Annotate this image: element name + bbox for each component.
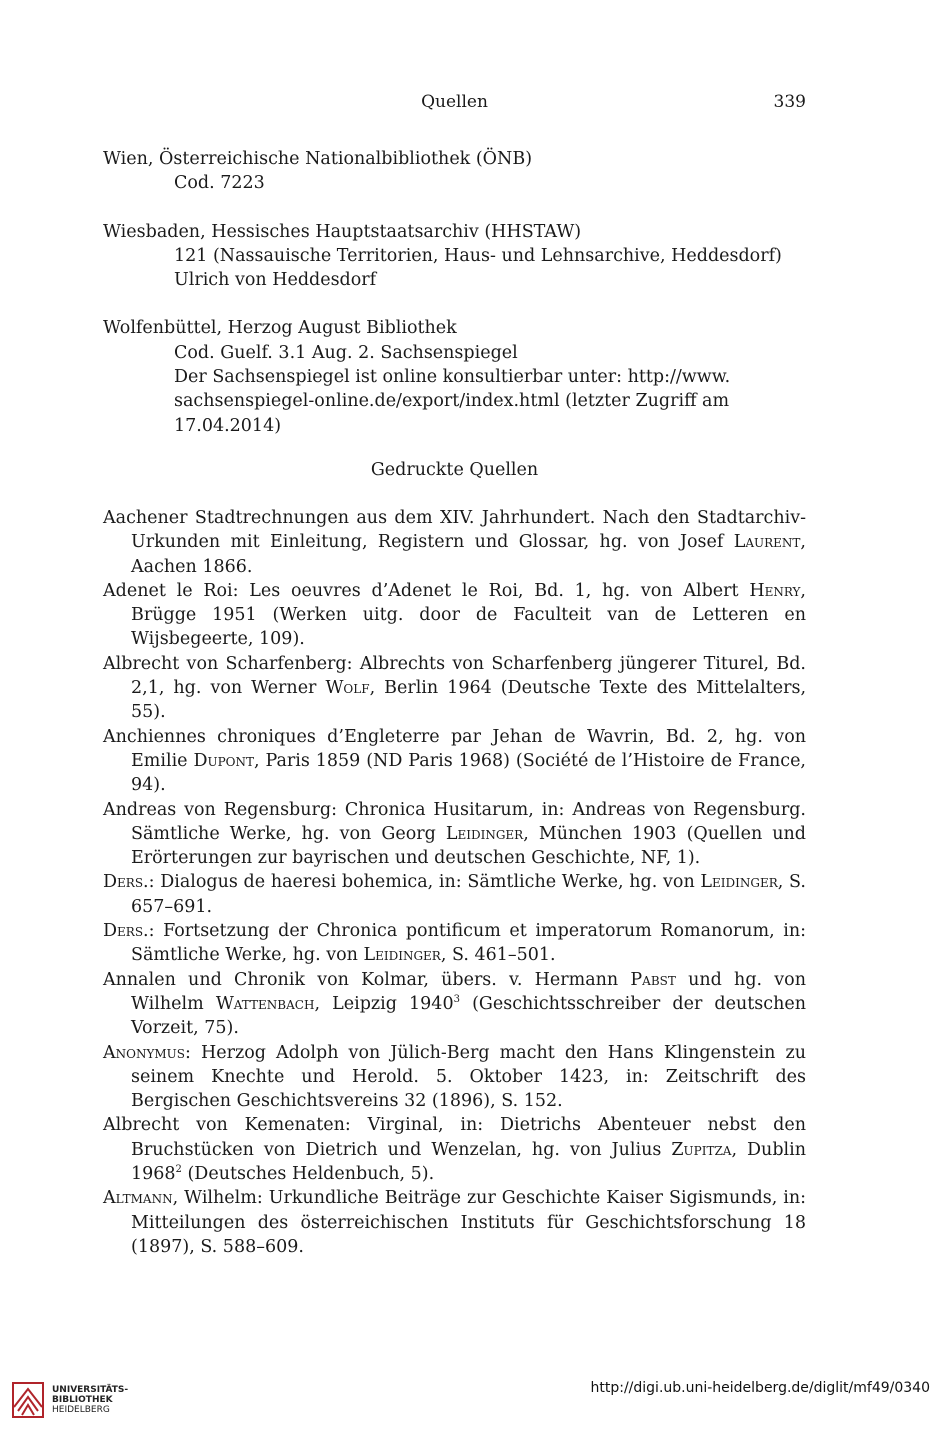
author-name: Laurent [733,532,801,553]
entry-text: Anchiennes chroniques d’Engleterre par Jehan de Wavrin, Bd. 2, hg. von Emilie [103,726,806,771]
entry-text: , Paris 1859 (ND Paris 1968) (Société de l’Histoire de France, 94). [131,750,806,796]
bib-entry [103,1186,806,1259]
archive-note-link: sachsenspiegel-online.de/export/index.html (letzter Zugriff am [174,391,730,412]
bib-entry [103,652,806,725]
edition-superscript: 2 [175,1164,182,1176]
running-title: Quellen [421,92,488,112]
page-number: 339 [773,92,806,112]
logo-line: UNIVERSITÄTS- [52,1385,129,1395]
archive-place: Wien, Österreichische Nationalbibliothek (ÖNB) [103,149,533,169]
entry-text: , Wilhelm: Urkundliche Beiträge zur Geschichte Kaiser Sigismunds, in: Mitteilungen des österreichischen Instituts für Geschichtsforschung 18 (1897), S. 588–609. [131,1188,806,1257]
author-name: Leidinger [445,823,524,844]
archive-signature: Cod. 7223 [174,173,265,194]
entry-text: Andreas von Regensburg: Chronica Husitarum, in: Andreas von Regensburg. Sämtliche Werke, hg. von Georg [103,799,806,844]
archive-signature: 121 (Nassauische Territorien, Haus- und Lehnsarchive, Heddesdorf) [174,245,782,266]
bib-entry [103,1113,806,1186]
running-header [103,92,806,118]
entry-text: , S. 657–691. [131,872,806,917]
entry-text: : Dialogus de haeresi bohemica, in: Sämtliche Werke, hg. von [148,872,701,893]
author-name: Altmann [103,1188,173,1209]
entry-text: Aachener Stadtrechnungen aus dem XIV. Jahrhundert. Nach den Stadtarchiv-Urkunden mit Einleitung, Registern und Glossar, hg. von Josef [103,508,806,553]
entry-text: und hg. von Wilhelm [131,969,806,1014]
archive-entry [103,316,806,437]
author-name: Henry [749,580,801,601]
bib-entry [103,798,806,871]
archive-place: Wolfenbüttel, Herzog August Bibliothek [103,318,457,339]
archive-signature: Ulrich von Heddesdorf [174,270,377,291]
archive-entry [103,220,806,293]
edition-superscript: 3 [453,994,460,1006]
author-name: Pabst [630,969,676,990]
entry-text: Annalen und Chronik von Kolmar, übers. v. Hermann [103,969,631,990]
logo-wordmark [52,1385,128,1415]
author-name: Ders. [103,872,149,893]
source-url-link[interactable]: http://digi.ub.uni-heidelberg.de/diglit/mf49/0340 [590,1380,930,1396]
author-name: Anonymus [103,1042,186,1063]
entry-text: Albrecht von Kemenaten: Virginal, in: Dietrichs Abenteuer nebst den Bruchstücken von Dietrich und Wenzelan, hg. von Julius [103,1115,806,1160]
bib-entry [103,870,806,919]
archive-signature: Cod. Guelf. 3.1 Aug. 2. Sachsenspiegel [174,342,518,363]
archive-note-date: 17.04.2014) [174,415,282,436]
entry-text: , Berlin 1964 (Deutsche Texte des Mittelalters, 55). [131,678,807,723]
logo-line: HEIDELBERG [52,1405,110,1415]
bib-entry [103,968,806,1041]
bib-entry [103,579,806,652]
entry-text: , Aachen 1866. [131,532,806,577]
entry-text: Albrecht von Scharfenberg: Albrechts von Scharfenberg jüngerer Titurel, Bd. 2,1, hg. von Werner [103,653,806,699]
author-name: Dupont [193,750,254,771]
library-logo[interactable] [10,1379,140,1423]
logo-line: BIBLIOTHEK [52,1395,113,1405]
section-heading: Gedruckte Quellen [370,460,539,480]
entry-text: , Dublin 1968 [131,1139,806,1185]
library-logo-icon [10,1379,46,1419]
entry-text: (Geschichtsschreiber der deutschen Vorzeit, 75). [131,993,806,1039]
archive-note: Der Sachsenspiegel ist online konsultierbar unter: http://www. [174,367,731,388]
author-name: Ders. [103,921,149,942]
bib-entry [103,506,806,579]
entry-text: Adenet le Roi: Les oeuvres d’Adenet le Roi, Bd. 1, hg. von Albert [103,580,750,601]
author-name: Zupitza [671,1139,732,1160]
archive-entry [103,147,806,196]
entry-text: , München 1903 (Quellen und Erörterungen zur bayrischen und deutschen Geschichte, NF, 1). [131,823,806,869]
entry-text: , S. 461–501. [440,945,556,966]
author-name: Leidinger [363,945,441,966]
bib-entry [103,1041,806,1114]
author-name: Wolf [325,678,370,699]
bibliography [103,506,806,1259]
bib-entry [103,919,806,968]
archive-place: Wiesbaden, Hessisches Hauptstaatsarchiv (HHSTAW) [103,221,582,242]
entry-text: : Herzog Adolph von Jülich-Berg macht den Hans Klingenstein zu seinem Knechte und Herold. 5. Oktober 1423, in: Zeitschrift des Bergischen Geschichtsvereins 32 (1896), S. 152. [131,1042,806,1112]
entry-text: : Fortsetzung der Chronica pontificum et imperatorum Romanorum, in: Sämtliche Werke, hg. von [131,921,806,966]
archive-list [103,147,806,462]
entry-text: , Leipzig 1940 [314,993,454,1014]
entry-text: (Deutsches Heldenbuch, 5). [181,1164,435,1185]
entry-text: , Brügge 1951 (Werken uitg. door de Faculteit van de Letteren en Wijsbegeerte, 109). [131,580,806,650]
author-name: Wattenbach [215,993,315,1014]
author-name: Leidinger [700,872,778,893]
bib-entry [103,725,806,798]
